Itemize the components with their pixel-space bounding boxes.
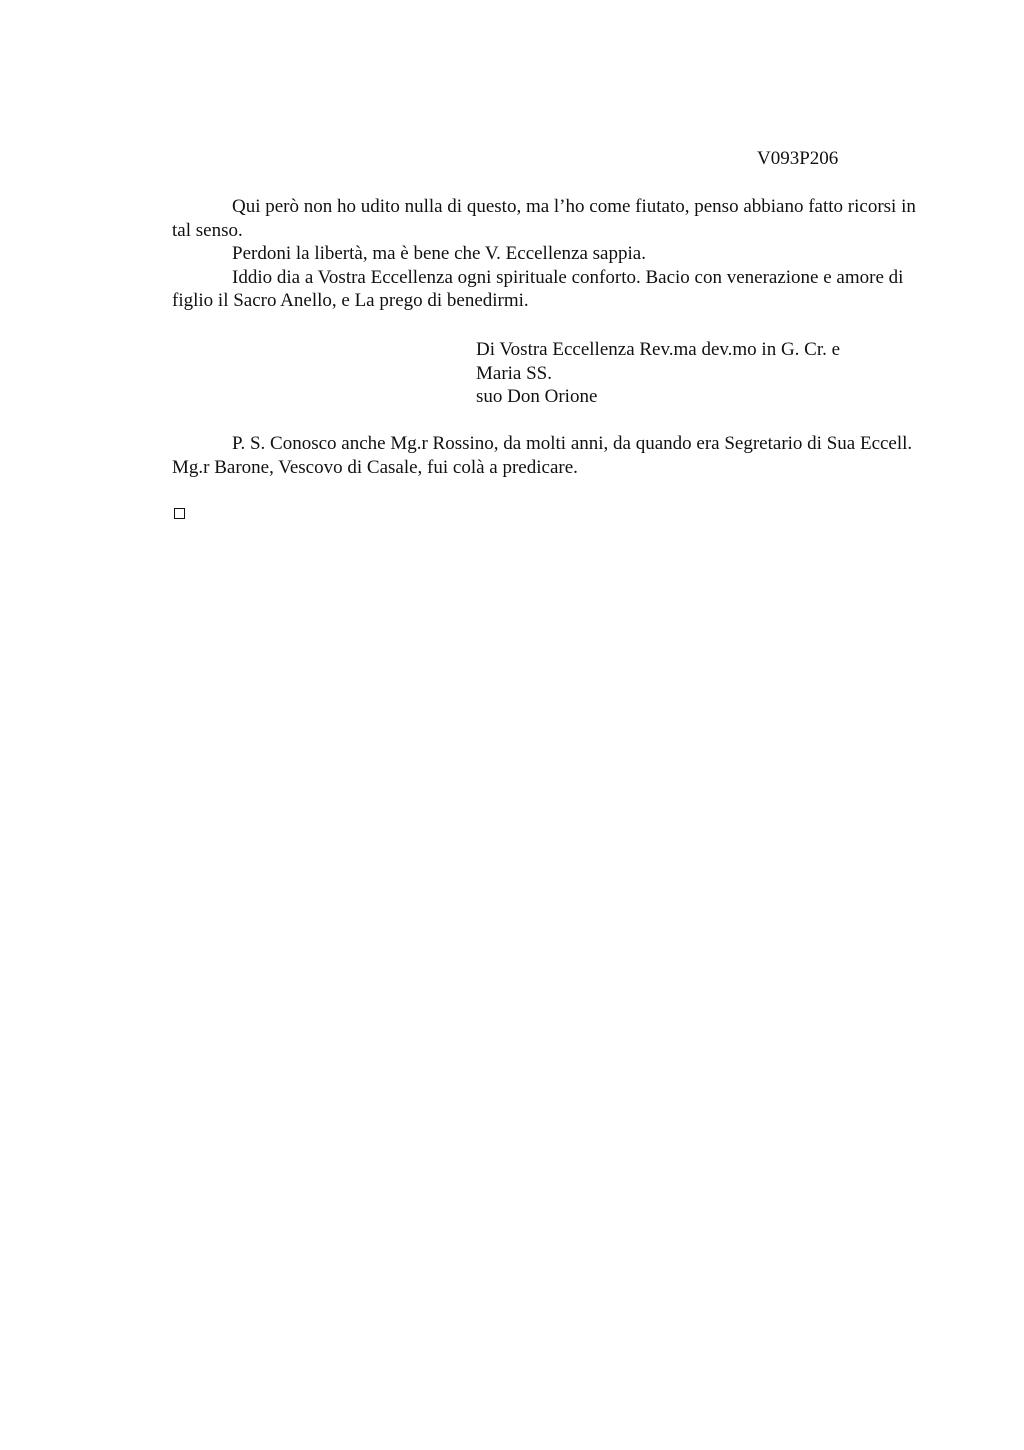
postscript-paragraph: P. S. Conosco anche Mg.r Rossino, da molti anni, da quando era Segretario di Sua Eccell. Mg.r Barone, Vescovo di Casale, fui colà a predicare.: [172, 433, 913, 478]
letter-closing: [476, 338, 840, 409]
paragraph-3: Iddio dia a Vostra Eccellenza ogni spirituale conforto. Bacio con venerazione e amore di figlio il Sacro Anello, e La prego di benedirmi.: [172, 266, 904, 311]
paragraph-2: Perdoni la libertà, ma è bene che V. Eccellenza sappia.: [232, 243, 646, 264]
closing-line-2: Maria SS.: [476, 362, 552, 384]
square-box-icon: [174, 508, 185, 519]
letter-body: [172, 195, 932, 313]
closing-line-1: Di Vostra Eccellenza Rev.ma dev.mo in G. Cr. e: [476, 339, 841, 360]
postscript: [172, 432, 932, 479]
page-identifier: V093P206: [757, 148, 839, 169]
signature-line: suo Don Orione: [476, 386, 598, 407]
paragraph-1: Qui però non ho udito nulla di questo, ma l’ho come fiutato, penso abbiano fatto ricorsi in tal senso.: [172, 196, 916, 241]
